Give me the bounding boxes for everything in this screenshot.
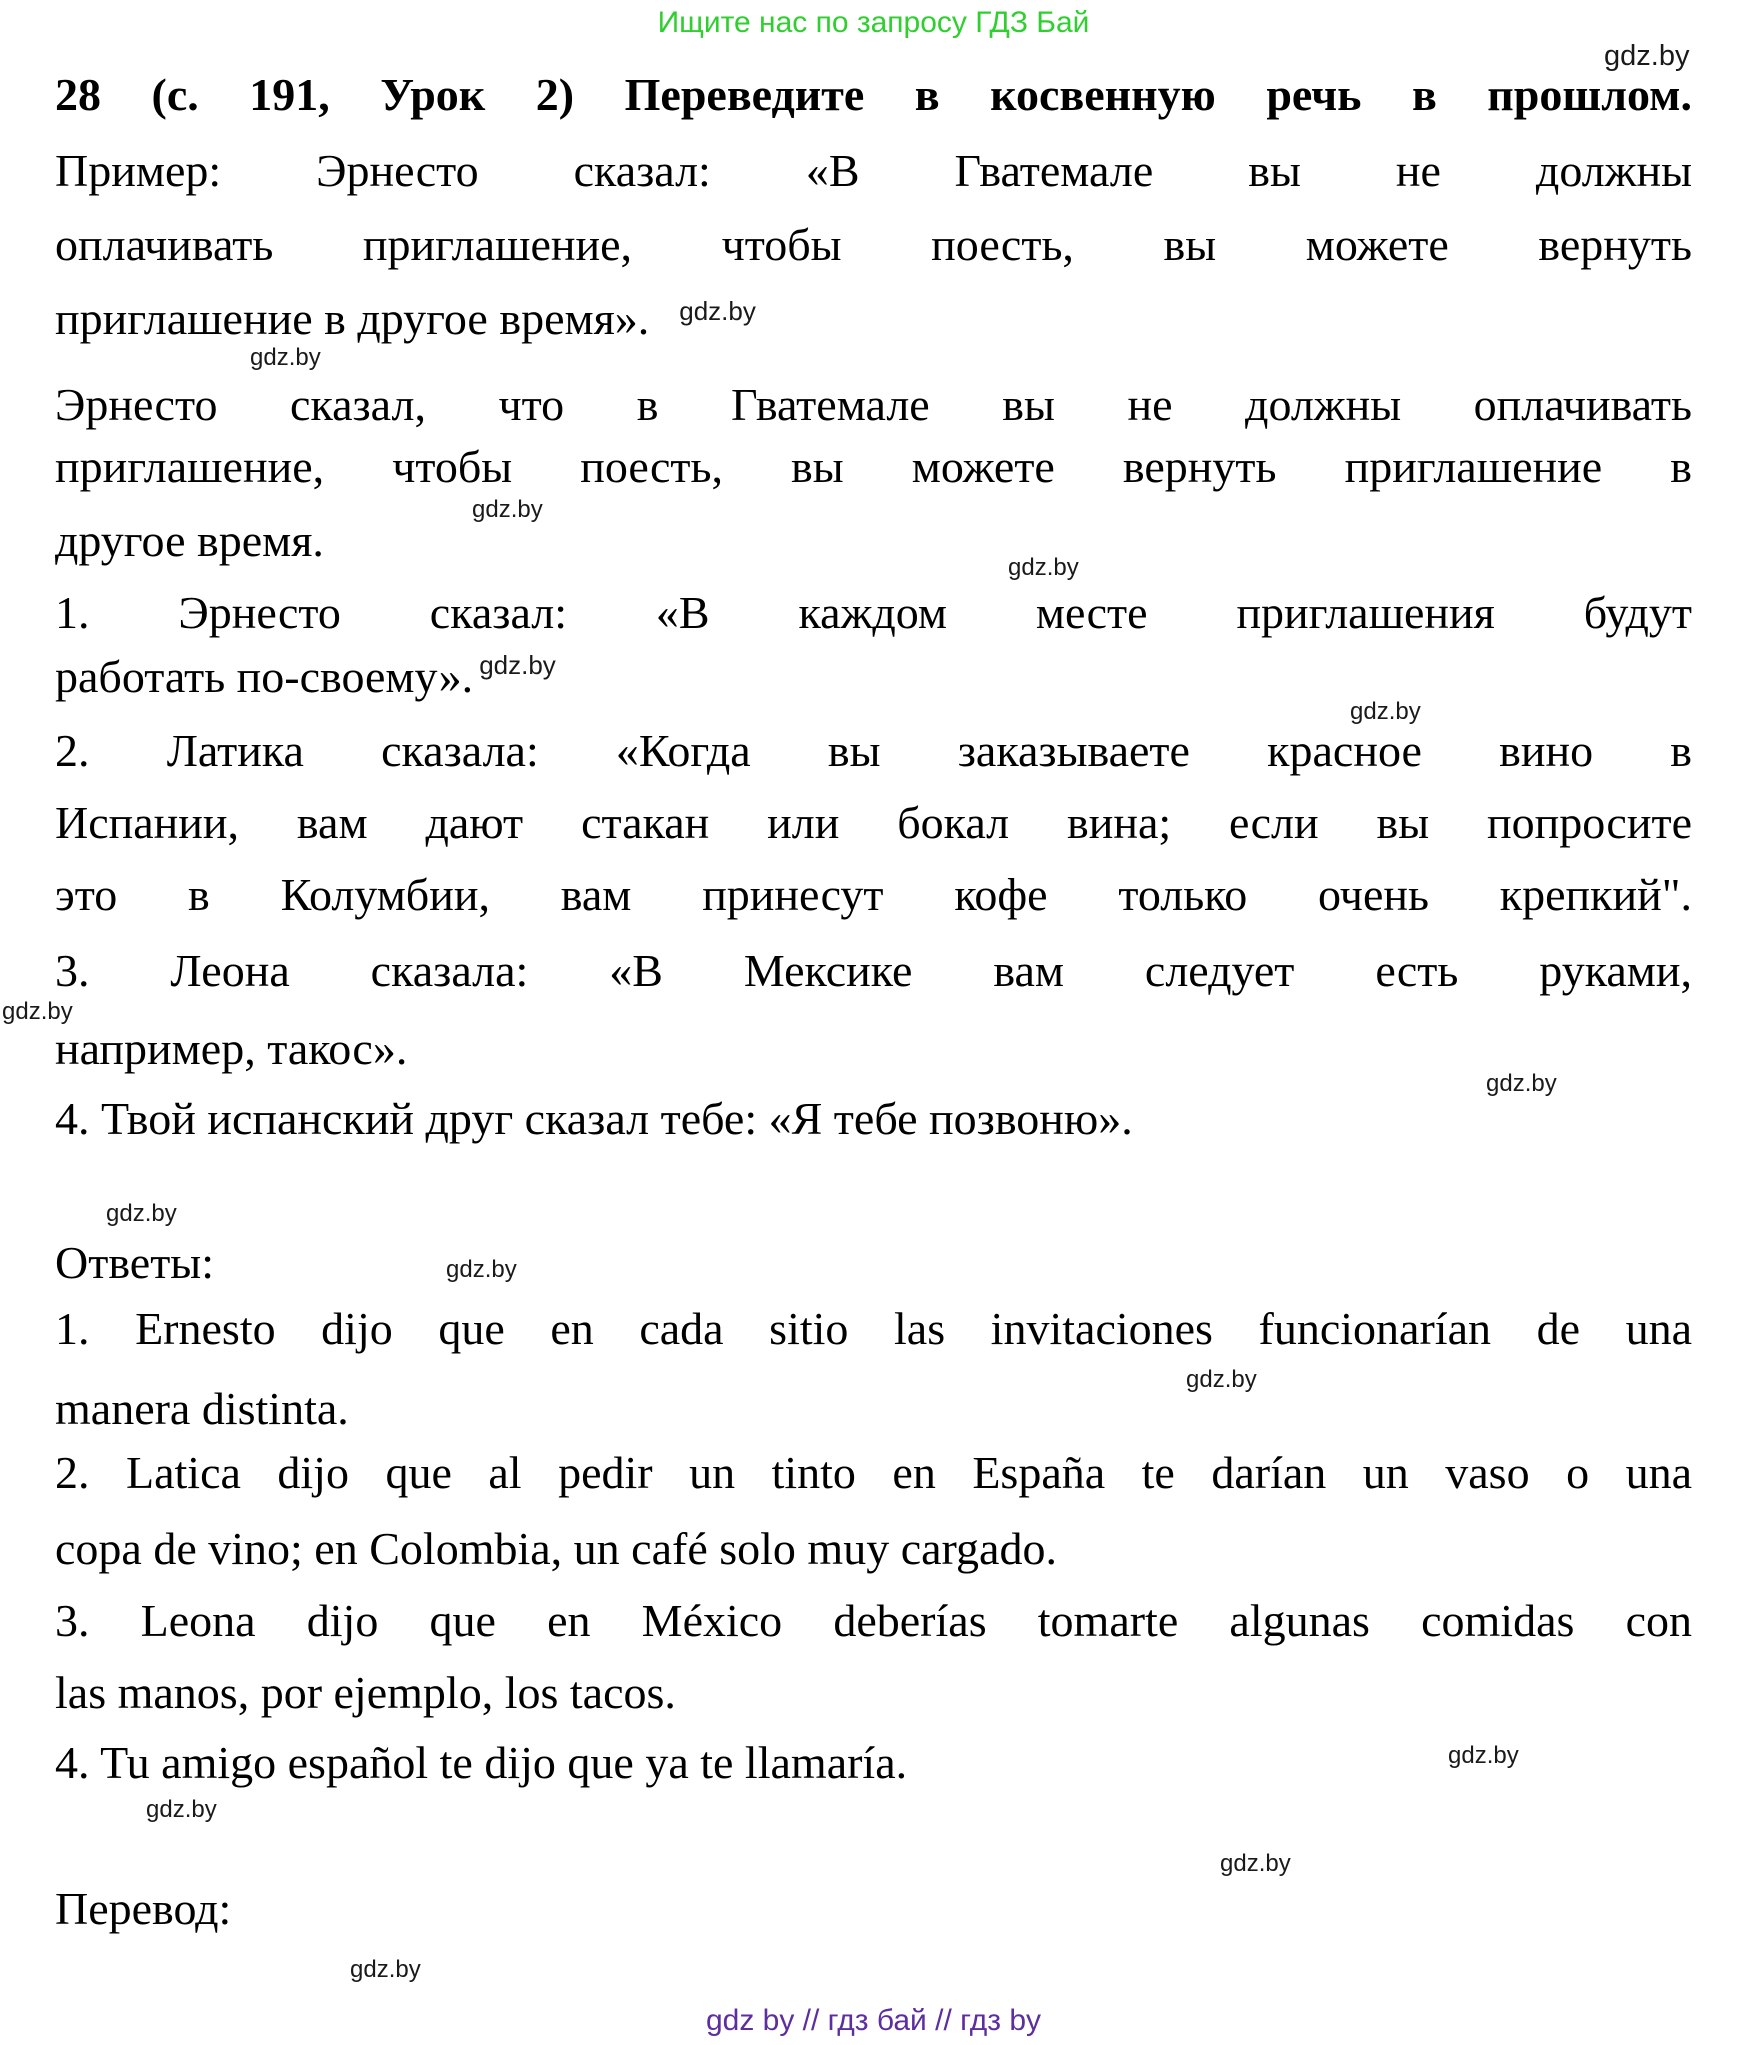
- watermark-gdzby: gdz.by: [1604, 40, 1690, 72]
- answer-3-line-2: las manos, por ejemplo, los tacos.: [55, 1667, 676, 1718]
- task-1-line-1: 1. Эрнесто сказал: «В каждом месте приглашения будут: [55, 587, 1692, 638]
- task-2-line-1: 2. Латика сказала: «Когда вы заказываете красное вино в: [55, 725, 1692, 776]
- example-direct-line-3: [55, 294, 1692, 344]
- promo-banner: Ищите нас по запросу ГДЗ Бай: [657, 6, 1090, 39]
- translation-heading: Перевод:: [55, 1883, 232, 1934]
- watermark-gdzby: gdz.by: [146, 1796, 217, 1823]
- watermark-gdzby: gdz.by: [1448, 1742, 1519, 1769]
- example-direct-line-2: оплачивать приглашение, чтобы поесть, вы можете вернуть: [55, 219, 1692, 270]
- footer-watermark: gdz by // гдз бай // гдз by: [705, 2004, 1042, 2037]
- example-indirect-line-1: Эрнесто сказал, что в Гватемале вы не должны оплачивать: [55, 379, 1692, 430]
- task-2-line-2: Испании, вам дают стакан или бокал вина; если вы попросите: [55, 797, 1692, 848]
- watermark-gdzby: gdz.by: [1486, 1070, 1557, 1097]
- watermark-gdzby: gdz.by: [250, 344, 321, 371]
- watermark-gdzby: gdz.by: [446, 1256, 517, 1283]
- task-2-line-3: это в Колумбии, вам принесут кофе только очень крепкий".: [55, 869, 1692, 920]
- example-indirect-line-3: другое время.: [55, 515, 324, 566]
- example-direct-line-3-text: приглашение в другое время».: [55, 293, 650, 344]
- watermark-gdzby: gdz.by: [350, 1956, 421, 1983]
- watermark-gdzby: gdz.by: [1350, 698, 1421, 725]
- watermark-gdzby: gdz.by: [479, 650, 556, 680]
- answer-3-line-1: 3. Leona dijo que en México deberías tomarte algunas comidas con: [55, 1595, 1692, 1646]
- watermark-gdzby: gdz.by: [1008, 554, 1079, 581]
- answers-heading: Ответы:: [55, 1237, 214, 1288]
- watermark-gdzby: gdz.by: [1220, 1850, 1291, 1877]
- watermark-gdzby: gdz.by: [472, 496, 543, 523]
- watermark-gdzby: gdz.by: [1186, 1366, 1257, 1393]
- exercise-title: 28 (с. 191, Урок 2) Переведите в косвенную речь в прошлом.: [55, 69, 1692, 120]
- task-3-line-1: 3. Леона сказала: «В Мексике вам следует есть руками,: [55, 945, 1692, 996]
- example-direct-line-1: Пример: Эрнесто сказал: «В Гватемале вы не должны: [55, 145, 1692, 196]
- answer-1-line-2: manera distinta.: [55, 1383, 349, 1434]
- answer-2-line-2: copa de vino; en Colombia, un café solo muy cargado.: [55, 1523, 1057, 1574]
- watermark-gdzby: gdz.by: [2, 998, 73, 1025]
- answer-2-line-1: 2. Latica dijo que al pedir un tinto en España te darían un vaso o una: [55, 1447, 1692, 1498]
- watermark-gdzby: gdz.by: [106, 1200, 177, 1227]
- watermark-gdzby: gdz.by: [679, 296, 756, 326]
- answer-4-line-1: 4. Tu amigo español te dijo que ya te llamaría.: [55, 1737, 908, 1788]
- task-1-line-2-text: работать по-своему».: [55, 651, 474, 702]
- example-indirect-line-2: приглашение, чтобы поесть, вы можете вернуть приглашение в: [55, 441, 1692, 492]
- task-3-line-2: например, такос».: [55, 1023, 408, 1074]
- task-4-line-1: 4. Твой испанский друг сказал тебе: «Я тебе позвоню».: [55, 1093, 1133, 1144]
- answer-1-line-1: 1. Ernesto dijo que en cada sitio las invitaciones funcionarían de una: [55, 1303, 1692, 1354]
- task-1-line-2: [55, 652, 1692, 702]
